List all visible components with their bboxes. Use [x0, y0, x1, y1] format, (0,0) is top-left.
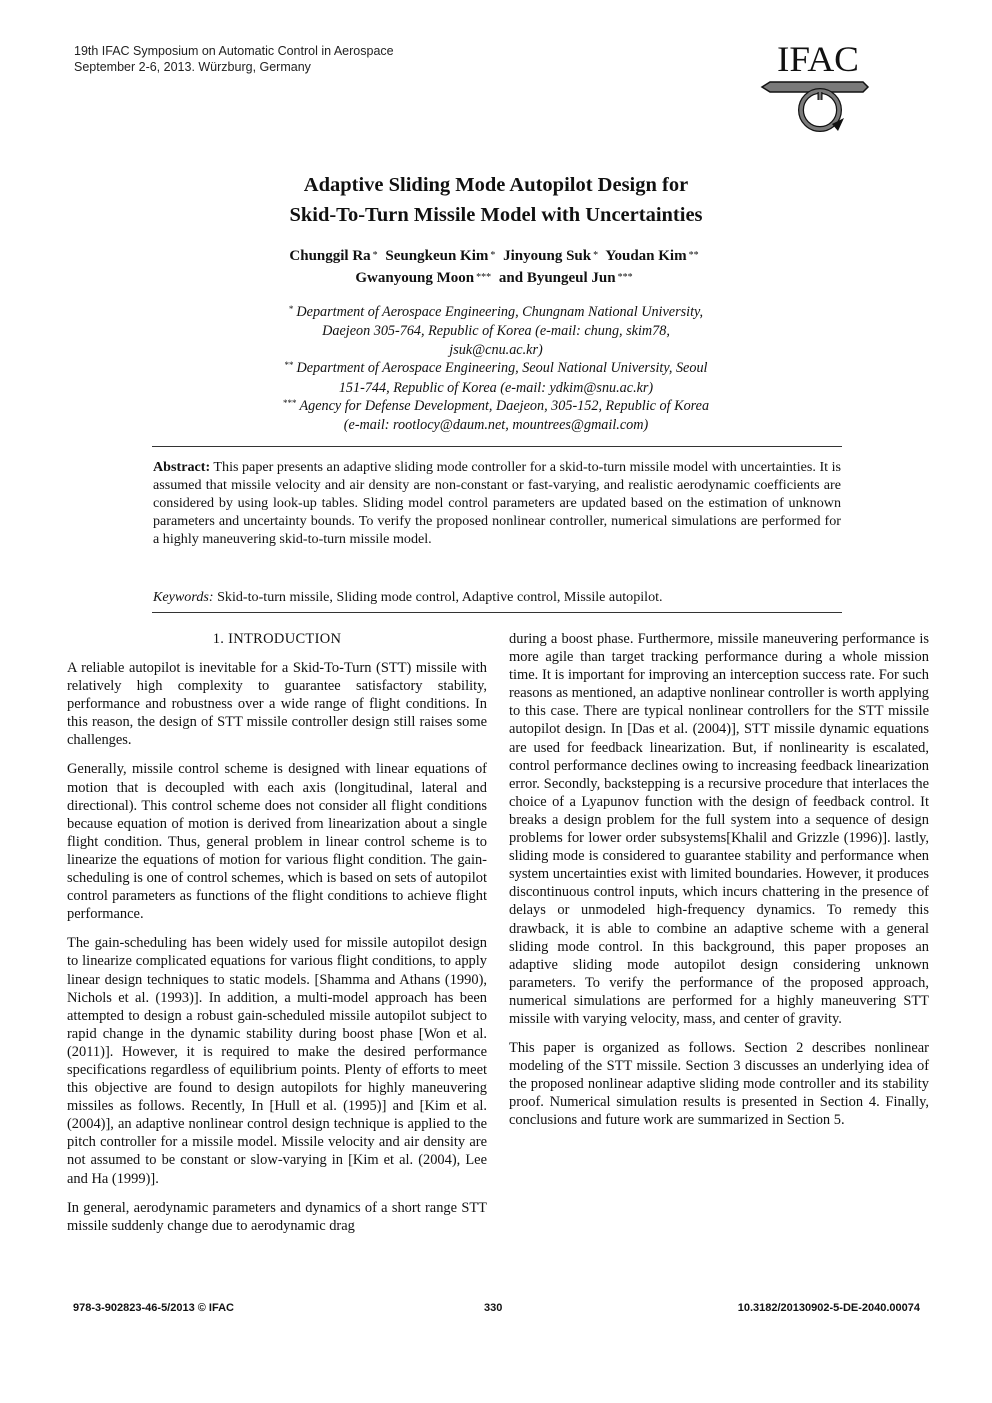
- body-paragraph: A reliable autopilot is inevitable for a Skid-To-Turn (STT) missile with relatively high complexity to guarantee satisfactory stability, performance and robustness over a wide range of flight conditions. In this reason, the design of STT missile controller design still raises some challenges.: [67, 660, 487, 749]
- abstract-top-rule: [152, 446, 842, 447]
- author-name: Jinyoung Suk: [503, 248, 592, 264]
- title-line-2: Skid-To-Turn Missile Model with Uncertainties: [289, 204, 703, 226]
- affiliation-line: Daejeon 305-764, Republic of Korea (e-mail: chung, skim78,: [322, 323, 670, 340]
- footer-doi: 10.3182/20130902-5-DE-2040.00074: [737, 1302, 920, 1314]
- conference-date-location: September 2-6, 2013. Würzburg, Germany: [74, 60, 311, 74]
- abstract-bottom-rule: [152, 612, 842, 613]
- keywords-label: Keywords:: [153, 589, 214, 605]
- affiliation-mark: **: [688, 250, 699, 261]
- author-conjunction: and: [498, 270, 524, 286]
- body-paragraph: This paper is organized as follows. Section 2 describes nonlinear modeling of the STT missile. Section 3 discusses an underlying idea of the proposed nonlinear adaptive sliding mode controller and its stability proof. Numerical simulation results is presented in Section 4. Finally, conclusions and future work are summarized in Section 5.: [509, 1040, 929, 1129]
- body-paragraph: In general, aerodynamic parameters and dynamics of a short range STT missile suddenly change due to aerodynamic drag: [67, 1199, 487, 1234]
- affiliation-line: Department of Aerospace Engineering, Seoul National University, Seoul: [296, 360, 708, 377]
- author-name: Youdan Kim: [605, 248, 687, 264]
- affiliation-mark: ***: [282, 398, 297, 409]
- footer-isbn: 978-3-902823-46-5/2013 © IFAC: [73, 1302, 234, 1314]
- left-column: [67, 659, 487, 1246]
- body-paragraph: during a boost phase. Furthermore, missile maneuvering performance is more agile than target tracking performance during a whole mission time. It is important for improving an interception success rate. For such reasons as mentioned, an adaptive nonlinear controller is worth applying to this case. There are typical nonlinear controllers for the STT missile autopilot design. In [Das et al. (2004)], STT missile dynamic equations are used for feedback linearization. But, if nonlinearity is escalated, control performance declines owing to increasing feedback linearization error. Secondly, backstepping is a recursive procedure that interlaces the choice of a Lyapunov function with the design of feedback control. It breaks a design problem for the full system into a sequence of design problems for lower order subsystems[Khalil and Grizzle (1996)]. lastly, sliding mode is considered to guarantee stability and performance when system uncertainties exist with limited boundaries. However, it produces discontinuous control inputs, which incurs chattering in the presence of delays or unmodeled high-frequency dynamics. To remedy this drawback, it is able to combine an adaptive scheme with a general sliding mode control. In this background, this paper proposes an adaptive sliding mode autopilot design considering unknown parameters. To verify the performance of the proposed approach, numerical simulations are performed for a highly maneuvering STT missile with varying velocity, mass, and center of gravity.: [509, 631, 929, 1027]
- affiliation-mark: ***: [476, 272, 492, 283]
- affiliation-line: Agency for Defense Development, Daejeon, 305-152, Republic of Korea: [299, 398, 710, 415]
- author-list: [150, 246, 842, 290]
- paper-title: [150, 170, 842, 230]
- affiliations: [150, 303, 842, 435]
- affiliation-line: Department of Aerospace Engineering, Chungnam National University,: [296, 304, 704, 320]
- affiliation-mark: *: [372, 250, 378, 261]
- affiliation-line: (e-mail: rootlocy@daum.net, mountrees@gmail.com): [343, 417, 649, 434]
- affiliation-mark: *: [490, 250, 496, 261]
- affiliation-line: jsuk@cnu.ac.kr): [449, 341, 543, 358]
- affiliation-mark: *: [288, 304, 294, 314]
- author-name: Byungeul Jun: [526, 270, 616, 286]
- author-name: Gwanyoung Moon: [355, 270, 475, 286]
- abstract-text: This paper presents an adaptive sliding mode controller for a skid-to-turn missile model with uncertainties. It is assumed that missile velocity and air density are non-constant or fast-varying, and realistic aerodynamic coefficients are considered by using look-up tables. Sliding model control parameters are updated based on the estimation of unknown parameters and uncertainty bounds. To verify the proposed nonlinear controller, numerical simulations are performed for a highly maneuvering skid-to-turn missile model.: [153, 459, 841, 548]
- keywords: [153, 588, 841, 606]
- affiliation-mark: ***: [617, 272, 633, 283]
- author-name: Chunggil Ra: [289, 248, 371, 264]
- section-heading: 1. INTRODUCTION: [212, 631, 342, 647]
- footer-page-number: 330: [484, 1302, 503, 1314]
- ifac-logo: [758, 36, 876, 136]
- conference-header: [74, 43, 394, 75]
- body-paragraph: Generally, missile control scheme is designed with linear equations of motion that is decoupled with each axis (longitudinal, lateral and directional). This control scheme does not consider all flight conditions because equation of motion is derived from linearization about a single flight condition. Thus, general problem in linear control scheme is to linearize the equations of motion for various flight condition. The gain-scheduling is one of control schemes, which is based on sets of autopilot control parameters as functions of the flight conditions to achieve flight performance.: [67, 761, 487, 923]
- title-line-1: Adaptive Sliding Mode Autopilot Design for: [303, 174, 689, 196]
- ifac-logo-text: IFAC: [777, 39, 859, 79]
- abstract: [153, 458, 841, 548]
- right-column: [509, 630, 929, 1141]
- affiliation-line: 151-744, Republic of Korea (e-mail: ydkim@snu.ac.kr): [338, 379, 654, 396]
- conference-name: 19th IFAC Symposium on Automatic Control in Aerospace: [74, 44, 394, 58]
- author-name: Seungkeun Kim: [385, 248, 489, 264]
- keywords-text: Skid-to-turn missile, Sliding mode control, Adaptive control, Missile autopilot.: [217, 589, 663, 605]
- affiliation-mark: *: [593, 250, 599, 261]
- body-paragraph: The gain-scheduling has been widely used for missile autopilot design to linearize complicated equations for various flight conditions, to apply linear design techniques to static models. [Shamma and Athans (1990), Nichols et al. (1993)]. In addition, a multi-model approach has been attempted to design a robust gain-scheduled missile autopilot subject to rapid change in the dynamic stability during boost phase [Won et al. (2011)]. However, it is required to make the desired performance specifications regardless of equilibrium points. Plenty of efforts to meet this objective are found to design autopilots for highly maneuvering missiles as follows. Recently, In [Hull et al. (1995)] and [Kim et al. (2004)], an adaptive nonlinear control design technique is applied to the pitch controller for a missile model. Missile velocity and air density are not assumed to be constant or slow-varying in [Kim et al. (2004), Lee and Ha (1999)].: [67, 935, 487, 1187]
- abstract-label: Abstract:: [153, 459, 211, 475]
- affiliation-mark: **: [284, 360, 294, 371]
